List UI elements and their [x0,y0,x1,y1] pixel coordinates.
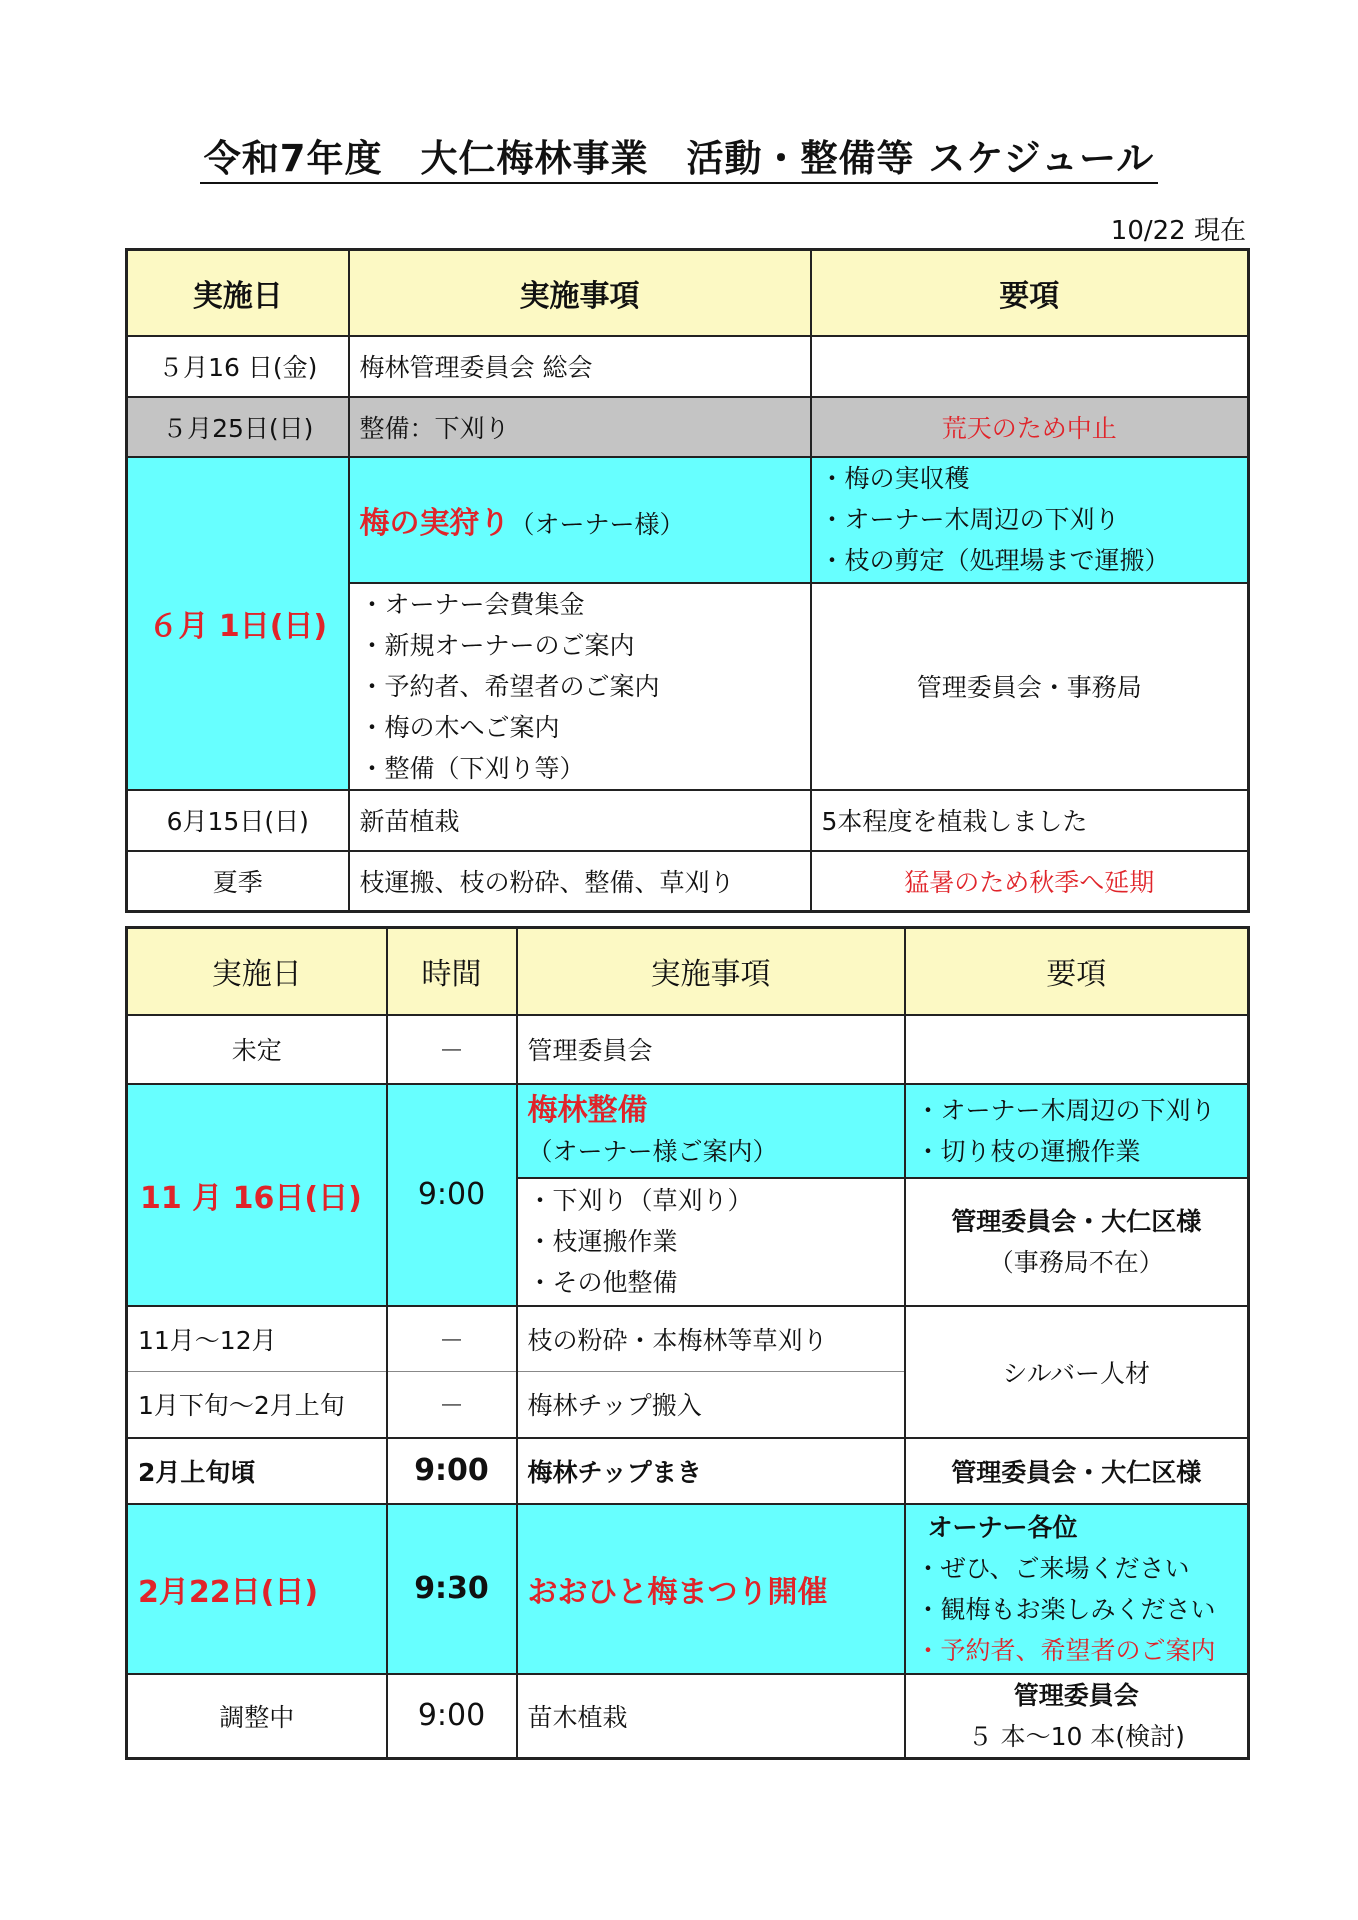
page-title-text: 令和7年度 大仁梅林事業 活動・整備等 スケジュール [200,137,1158,184]
row-date: 夏季 [127,851,349,912]
list-item: ・オーナー会費集金 [359,589,585,619]
header-date: 実施日 [127,250,349,336]
row-date: 1月下旬～2月上旬 [127,1372,387,1438]
row-date: 調整中 [127,1674,387,1759]
page-title [0,128,1358,182]
notes-main: 管理委員会 [1013,1680,1139,1710]
table-row [127,851,1249,912]
row-date: 2月上旬頃 [127,1438,387,1504]
table1-header-row [127,250,1249,336]
row-notes-list [905,1504,1249,1674]
row-time: － [387,1015,517,1084]
row-notes [811,336,1249,397]
as-of-date: 10/22 現在 [1110,216,1246,246]
row-notes: 5本程度を植栽しました [811,790,1249,851]
row-notes [905,1674,1249,1759]
row-item: 梅林チップまき [517,1438,905,1504]
row-item: 整備：下刈り [349,397,811,457]
list-item-highlight: ・予約者、希望者のご案内 [915,1635,1216,1665]
header-item: 実施事項 [349,250,811,336]
row-notes: 管理委員会・大仁区様 [905,1438,1249,1504]
row-date-highlight: ６月 1日(日) [127,457,349,790]
row-time: － [387,1372,517,1438]
table-row-festival [127,1504,1249,1674]
table2-header-row [127,928,1249,1015]
schedule-table-2 [125,926,1250,1760]
row-item: 枝の粉砕・本梅林等草刈り [517,1306,905,1372]
list-item: ・観梅もお楽しみください [915,1594,1216,1624]
row-date: ５月25日(日) [127,397,349,457]
row-item-list [517,1178,905,1306]
event-title: 梅林整備 [527,1092,648,1128]
list-item: ・梅の実収穫 [819,464,970,493]
list-item: ・その他整備 [527,1268,678,1297]
row-date-highlight: 11 月 16日(日) [127,1084,387,1306]
table-row [127,1674,1249,1759]
schedule-table-1 [125,248,1250,913]
list-item: ・新規オーナーのご案内 [359,630,635,660]
row-notes: 管理委員会・事務局 [811,583,1249,790]
event-title: 梅の実狩り [359,505,510,541]
header-time: 時間 [387,928,517,1015]
row-date: 未定 [127,1015,387,1084]
event-subtitle: （オーナー様ご案内） [527,1136,778,1166]
list-item: ・下刈り（草刈り） [527,1186,753,1215]
table-row [127,1306,1249,1372]
row-notes [905,1178,1249,1306]
row-time: 9:00 [387,1674,517,1759]
list-item: ・切り枝の運搬作業 [915,1136,1141,1166]
header-item: 実施事項 [517,928,905,1015]
list-item: ・整備（下刈り等） [359,753,585,783]
row-date: 11月～12月 [127,1306,387,1372]
row-item: 梅林管理委員会 総会 [349,336,811,397]
row-date: 6月15日(日) [127,790,349,851]
row-time: 9:30 [387,1504,517,1674]
row-item: 新苗植栽 [349,790,811,851]
list-item: ・オーナー木周辺の下刈り [915,1095,1216,1125]
row-notes-list [905,1084,1249,1178]
list-item: ・枝運搬作業 [527,1227,678,1256]
notes-main: 管理委員会・大仁区様 [951,1206,1202,1236]
list-item: ・ぜひ、ご来場ください [915,1553,1190,1583]
table-row [127,336,1249,397]
notes-sub: （事務局不在） [988,1247,1164,1277]
table-row [127,790,1249,851]
row-notes-merged: シルバー人材 [905,1306,1249,1438]
list-item: ・枝の剪定（処理場まで運搬） [819,546,1170,575]
header-notes: 要項 [811,250,1249,336]
header-notes: 要項 [905,928,1249,1015]
row-item: 梅林チップ搬入 [517,1372,905,1438]
notes-sub: ５ 本～10 本(検討) [967,1721,1185,1751]
row-time: － [387,1306,517,1372]
row-notes [905,1015,1249,1084]
row-item-highlight: おおひと梅まつり開催 [517,1504,905,1674]
row-notes-list [811,457,1249,583]
table-row [127,1015,1249,1084]
row-item-list [349,583,811,790]
list-item: ・オーナー木周辺の下刈り [819,505,1120,534]
row-item: 管理委員会 [517,1015,905,1084]
list-item: ・梅の木へご案内 [359,712,560,742]
header-date: 実施日 [127,928,387,1015]
row-date-highlight: 2月22日(日) [127,1504,387,1674]
row-notes-cancelled: 荒天のため中止 [811,397,1249,457]
table-row [127,1438,1249,1504]
table-row-june [127,457,1249,583]
row-item: 枝運搬、枝の粉砕、整備、草刈り [349,851,811,912]
row-item-highlight [349,457,811,583]
event-subtitle: （オーナー様） [509,509,685,539]
row-notes-postponed: 猛暑のため秋季へ延期 [811,851,1249,912]
table-row-november [127,1084,1249,1178]
row-time: 9:00 [387,1084,517,1306]
row-item-highlight [517,1084,905,1178]
row-time: 9:00 [387,1438,517,1504]
row-date: ５月16 日(金) [127,336,349,397]
list-item: ・予約者、希望者のご案内 [359,671,660,701]
row-item: 苗木植栽 [517,1674,905,1759]
notes-heading: オーナー各位 [927,1512,1078,1542]
table-row-cancelled [127,397,1249,457]
